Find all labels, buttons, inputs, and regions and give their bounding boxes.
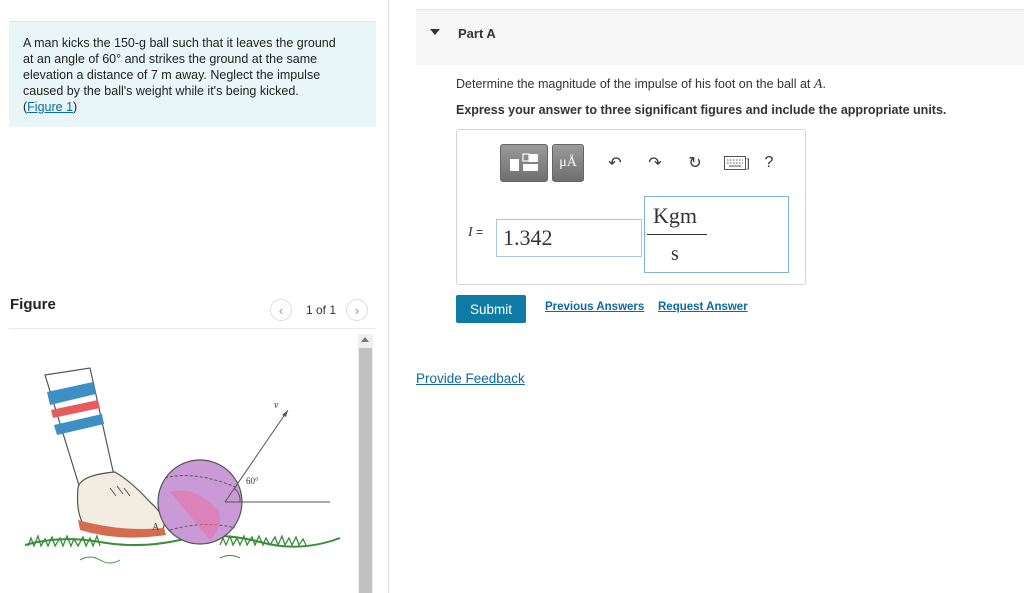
equals-sign: =: [476, 225, 484, 239]
submit-button[interactable]: Submit: [456, 295, 526, 323]
figure-scrollbar[interactable]: [358, 334, 373, 593]
unit-denominator: s: [671, 243, 679, 265]
help-icon: ?: [764, 154, 774, 171]
point-a-label: A: [152, 522, 160, 533]
figure-title: Figure: [10, 296, 56, 313]
scroll-thumb[interactable]: [359, 348, 372, 593]
figure-link-row: (Figure 1): [23, 100, 78, 114]
fraction-template-icon: [507, 152, 541, 174]
figure-pager: [270, 298, 368, 322]
variable-symbol: I: [468, 225, 473, 240]
problem-line: at an angle of 60° and strikes the ground at the same: [23, 52, 318, 66]
problem-statement: [9, 21, 376, 127]
redo-button[interactable]: [642, 144, 668, 182]
variable-label: [468, 225, 483, 241]
figure-illustration: [20, 360, 350, 585]
velocity-label: v: [274, 400, 279, 411]
units-input[interactable]: [644, 196, 789, 273]
templates-button[interactable]: [500, 144, 548, 182]
value-text: 1.342: [503, 225, 553, 250]
reset-icon: ↻: [688, 155, 702, 172]
chevron-left-icon: ‹: [278, 302, 284, 318]
part-a-header[interactable]: [416, 9, 1024, 65]
units-label: μÅ: [559, 155, 577, 170]
keyboard-bracket-icon: ]: [746, 156, 750, 170]
angle-label: 60°: [246, 476, 259, 486]
previous-answers-link[interactable]: Previous Answers: [545, 301, 645, 313]
next-figure-button[interactable]: [346, 299, 368, 321]
redo-icon: ↷: [648, 155, 662, 172]
units-button[interactable]: [552, 144, 584, 182]
question-main: Determine the magnitude of the impulse of his foot on the ball at: [456, 77, 811, 91]
instruction-text: Express your answer to three significant figures and include the appropriate units.: [456, 103, 947, 117]
undo-button[interactable]: [602, 144, 628, 182]
fraction-bar: [647, 234, 707, 235]
provide-feedback-link[interactable]: Provide Feedback: [416, 371, 525, 386]
part-title: Part A: [458, 26, 496, 41]
question-text: [456, 77, 826, 93]
keyboard-icon: [724, 156, 746, 170]
unit-numerator: Kgm: [653, 203, 697, 228]
math-toolbar: [500, 144, 782, 182]
problem-line: elevation a distance of 7 m away. Neglect the impulse: [23, 68, 321, 82]
figure-page-count: 1 of 1: [306, 303, 337, 317]
problem-line: A man kicks the 150-g ball such that it leaves the ground: [23, 36, 336, 50]
reset-button[interactable]: [682, 144, 708, 182]
answer-box: [456, 129, 806, 285]
figure-divider: [9, 328, 376, 329]
keyboard-button[interactable]: [724, 144, 750, 182]
kick-ball-illustration: [20, 360, 350, 585]
prev-figure-button[interactable]: [270, 299, 292, 321]
collapse-triangle-icon[interactable]: [430, 29, 440, 35]
value-input[interactable]: [496, 219, 642, 257]
problem-line: caused by the ball's weight while it's being kicked.: [23, 84, 299, 98]
panel-divider: [388, 0, 389, 593]
figure-link[interactable]: Figure 1: [27, 100, 74, 114]
question-period: .: [822, 77, 826, 91]
undo-icon: ↶: [608, 155, 622, 172]
request-answer-link[interactable]: Request Answer: [658, 301, 748, 313]
question-var: A: [813, 77, 823, 92]
help-button[interactable]: [756, 144, 782, 182]
scroll-up-icon[interactable]: [361, 337, 369, 342]
chevron-right-icon: ›: [354, 302, 360, 318]
